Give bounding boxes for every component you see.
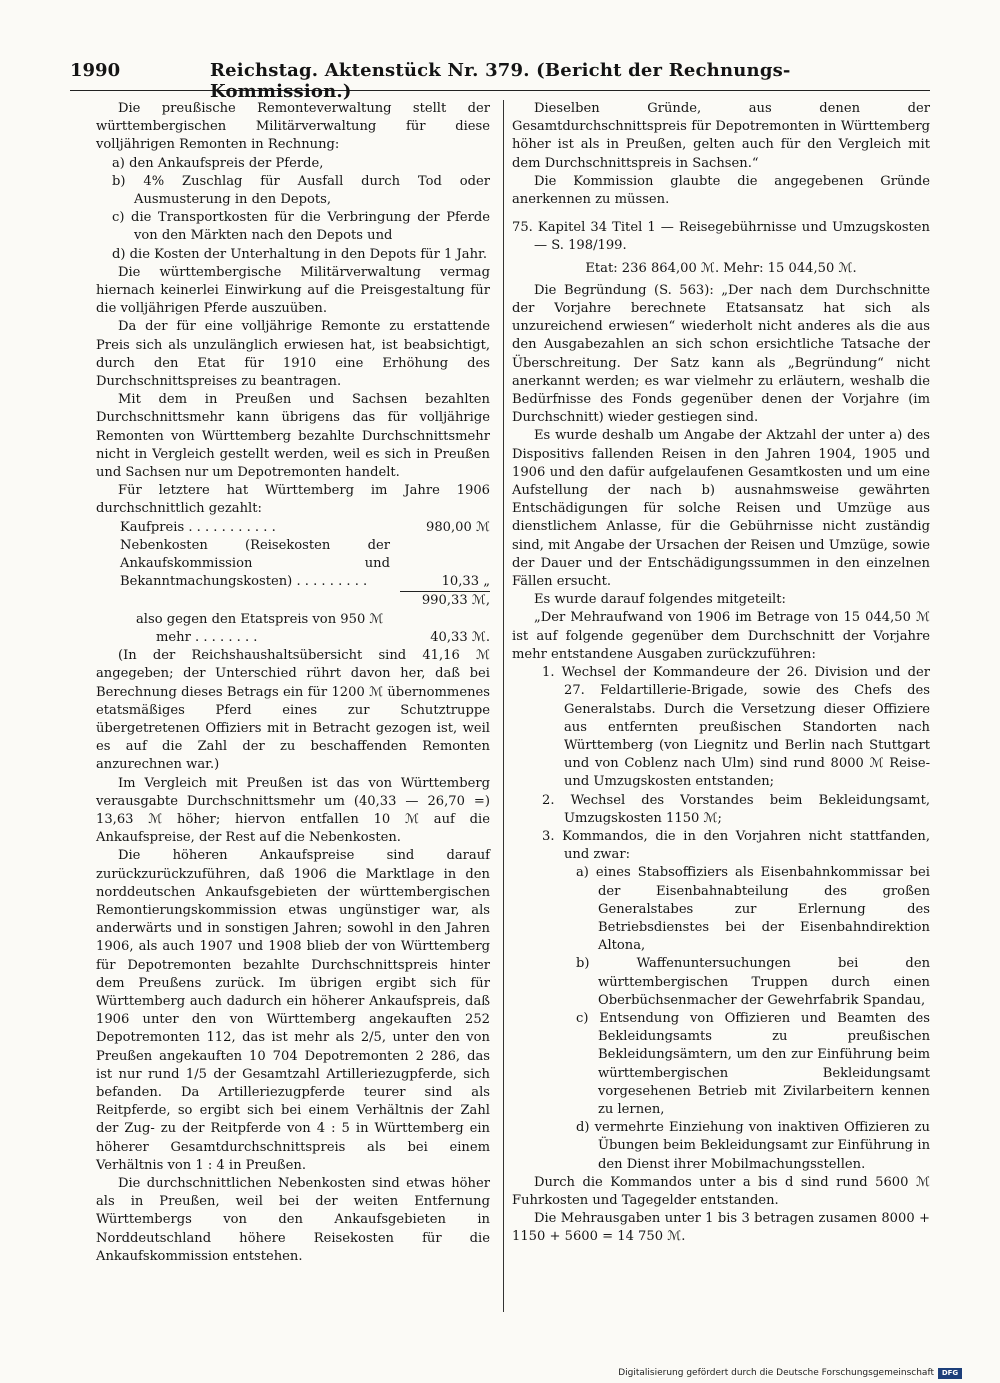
paragraph: Die württembergische Militärverwaltung vermag hiernach keinerlei Einwirkung auf die Preisgestaltung für die volljährigen Pferde auszuüben. xyxy=(96,264,490,317)
paragraph: Mit dem in Preußen und Sachsen bezahlten Durchschnittsmehr kann übrigens das für volljährige Remonten von Württemberg bezahlte Durchschnittsmehr nicht in Vergleich gestellt werden, weil es sich in Preußen und Sachsen nur um Depotremonten handelt. xyxy=(96,392,490,481)
sum-value: 990,33 ℳ, xyxy=(421,593,490,609)
paragraph: Für letztere hat Württemberg im Jahre 1906 durchschnittlich gezahlt: xyxy=(96,483,490,517)
etat-line: Etat: 236 864,00 ℳ. Mehr: 15 044,50 ℳ. xyxy=(585,260,857,276)
list-item: a) den Ankaufspreis der Pferde, xyxy=(112,155,324,171)
cost-line-nebenkosten xyxy=(96,537,490,592)
paragraph: Die preußische Remonteverwaltung stellt der württembergischen Militärverwaltung für diese volljährigen Remonten in Rechnung: xyxy=(96,101,490,153)
sub-item: d) vermehrte Einziehung von inaktiven Offizieren zu Übungen beim Bekleidungsamt zur Einführung in den Dienst ihrer Mobilmachungsstellen. xyxy=(576,1120,930,1172)
right-column xyxy=(512,100,930,1247)
paragraph: Die Begründung (S. 563): „Der nach dem Durchschnitte der Vorjahre berechnete Etatsansatz hat sich als unzureichend erwiesen“ wiederholt nicht anderes als die aus den Ausgabezahlen an sich schon ersichtliche Tatsache der Überschreitung. Der Satz kann als „Begründung“ nicht anerkannt werden; es war vielmehr zu erläutern, weshalb die Bedürfnisse des Fonds gegenüber denen der Vorjahre (im Durchschnitt) wieder gestiegen sind. xyxy=(512,282,930,426)
column-divider xyxy=(503,100,504,1312)
numbered-item: 3. Kommandos, die in den Vorjahren nicht stattfanden, und zwar: xyxy=(542,828,930,863)
left-column xyxy=(96,100,490,1266)
footer xyxy=(618,1366,962,1380)
mehr-line xyxy=(96,629,490,647)
paragraph: (In der Reichshaushaltsübersicht sind 41,16 ℳ angegeben; der Unterschied rührt davon her, daß bei Berechnung dieses Betrags ein für 1200 ℳ übernommenes etatsmäßiges Pferd eines zur Schutztruppe übergetretenen Offiziers mit in Betracht gezogen ist, weil es auf die Zahl der zu beschaffenden Remonten anzurechnen war.) xyxy=(96,648,490,773)
paragraph: Es wurde darauf folgendes mitgeteilt: xyxy=(534,592,786,608)
paragraph: Dieselben Gründe, aus denen der Gesamtdurchschnittspreis für Depotremonten in Württemberg höher ist als in Preußen, gelten auch für den Vergleich mit dem Durchschnittspreis in Sachsen.“ xyxy=(512,101,930,171)
footer-text: Digitalisierung gefördert durch die Deutsche Forschungsgemeinschaft xyxy=(618,1368,934,1378)
paragraph: Die Kommission glaubte die angegebenen Gründe anerkennen zu müssen. xyxy=(512,173,930,208)
numbered-item: 1. Wechsel der Kommandeure der 26. Division und der 27. Feldartillerie-Brigade, sowie des Chefs des Generalstabs. Durch die Versetzung dieser Offiziere aus entfernten preußischen Standorten nach Württemberg (von Liegnitz und Berlin nach Stuttgart und von Coblenz nach Ulm) sind rund 8000 ℳ Reise- und Umzugskosten entstanden; xyxy=(542,665,930,790)
mehr-value: 40,33 ℳ. xyxy=(430,629,490,645)
section-heading: 75. Kapitel 34 Titel 1 — Reisegebührnisse und Umzugskosten — S. 198/199. xyxy=(512,220,930,254)
cost-label: Kaufpreis . . . . . . . . . . . xyxy=(120,519,276,535)
list-item: b) 4% Zuschlag für Ausfall durch Tod oder Ausmusterung in den Depots, xyxy=(112,173,490,208)
sum-line xyxy=(96,592,490,610)
page-header xyxy=(70,60,930,102)
paragraph: Die Mehrausgaben unter 1 bis 3 betragen zusamen 8000 + 1150 + 5600 = 14 750 ℳ. xyxy=(512,1211,930,1245)
dfg-logo-icon: DFG xyxy=(938,1368,962,1379)
sub-item: b) Waffenuntersuchungen bei den württembergischen Truppen durch einen Oberbüchsenmacher der Gewehrfabrik Spandau, xyxy=(576,956,930,1008)
sub-item: c) Entsendung von Offizieren und Beamten des Bekleidungsamts zu preußischen Bekleidungsämtern, um den zur Einführung beim württembergischen Bekleidungsamt vorgesehenen Betrieb mit Zivilarbeitern kennen zu lernen, xyxy=(576,1010,930,1117)
paragraph: Da der für eine volljährige Remonte zu erstattende Preis sich als unzulänglich erwiesen hat, ist beabsichtigt, durch den Etat für 1910 eine Erhöhung des Durchschnittspreises zu beantragen. xyxy=(96,319,490,390)
cost-label: Nebenkosten (Reisekosten der Ankaufskommission und Bekanntmachungskosten) . . . . . . . . . xyxy=(120,537,390,590)
page-title: Reichstag. Aktenstück Nr. 379. (Bericht der Rechnungs-Kommission.) xyxy=(210,60,791,102)
paragraph: „Der Mehraufwand von 1906 im Betrage von 15 044,50 ℳ ist auf folgende gegenüber dem Durchschnitt der Vorjahre mehr entstandene Ausgaben zurückzuführen: xyxy=(512,610,930,662)
etat-line: also gegen den Etatspreis von 950 ℳ xyxy=(136,611,384,627)
cost-value: 980,00 ℳ xyxy=(426,519,490,535)
list-item: d) die Kosten der Unterhaltung in den Depots für 1 Jahr. xyxy=(112,246,487,262)
mehr-label: mehr . . . . . . . . xyxy=(156,629,258,645)
paragraph: Im Vergleich mit Preußen ist das von Württemberg verausgabte Durchschnittsmehr um (40,33 — 26,70 =) 13,63 ℳ höher; hiervon entfallen 10 ℳ auf die Ankaufspreise, der Rest auf die Nebenkosten. xyxy=(96,775,490,846)
paragraph: Durch die Kommandos unter a bis d sind rund 5600 ℳ Fuhrkosten und Tagegelder entstanden. xyxy=(512,1174,930,1208)
paragraph: Die höheren Ankaufspreise sind darauf zurückzurückzuführen, daß 1906 die Marktlage in den norddeutschen Ankaufsgebieten der württembergischen Remontierungskommission etwas ungünstiger war, als anderwärts und in sonstigen Jahren; sowohl in den Jahren 1906, als auch 1907 und 1908 blieb der von Württemberg für Depotremonten bezahlte Durchschnittspreis hinter dem Preußens zurück. Im übrigen ergibt sich für Württemberg auch dadurch ein höherer Ankaufspreis, daß 1906 unter den von Württemberg angekauften 252 Depotremonten 112, das ist mehr als 2/5, unter den von Preußen angekauften 10 704 Depotremonten 2 286, das ist nur rund 1/5 der Gesamtzahl Artilleriezugpferde, sich befanden. Da Artilleriezugpferde teurer sind als Reitpferde, so ergibt sich bei einem Verhältnis der Zahl der Zug- zu der Reitpferde von 4 : 5 in Württemberg ein höherer Gesamtdurchschnittspreis als bei einem Verhältnis von 1 : 4 in Preußen. xyxy=(96,848,490,1173)
sub-item: a) eines Stabsoffiziers als Eisenbahnkommissar bei der Eisenbahnabteilung des großen Generalstabes zur Erlernung des Betriebsdienstes bei der Eisenbahndirektion Altona, xyxy=(576,865,930,954)
list-item: c) die Transportkosten für die Verbringung der Pferde von den Märkten nach den Depots und xyxy=(112,210,490,244)
page-number: 1990 xyxy=(70,60,121,81)
cost-value: 10,33 „ xyxy=(441,574,490,590)
paragraph: Es wurde deshalb um Angabe der Aktzahl der unter a) des Dispositivs fallenden Reisen in den Jahren 1904, 1905 und 1906 und den dafür aufgelaufenen Gesamtkosten und um eine Aufstellung der nach b) ausnahmsweise gewährten Entschädigungen für solche Reisen und Umzüge aus dienstlichem Anlasse, für die Gebührnisse nicht zuständig sind, mit Angabe der Ursachen der Reisen und Umzüge, sowie der Dauer und der Entschädigungssummen in den einzelnen Fällen ersucht. xyxy=(512,428,930,590)
numbered-item: 2. Wechsel des Vorstandes beim Bekleidungsamt, Umzugskosten 1150 ℳ; xyxy=(542,792,930,826)
cost-line-kaufpreis xyxy=(96,519,490,537)
paragraph: Die durchschnittlichen Nebenkosten sind etwas höher als in Preußen, weil bei der weiten Entfernung Württembergs von den Ankaufsgebieten in Norddeutschland höhere Reisekosten für die Ankaufskommission entstehen. xyxy=(96,1175,490,1264)
